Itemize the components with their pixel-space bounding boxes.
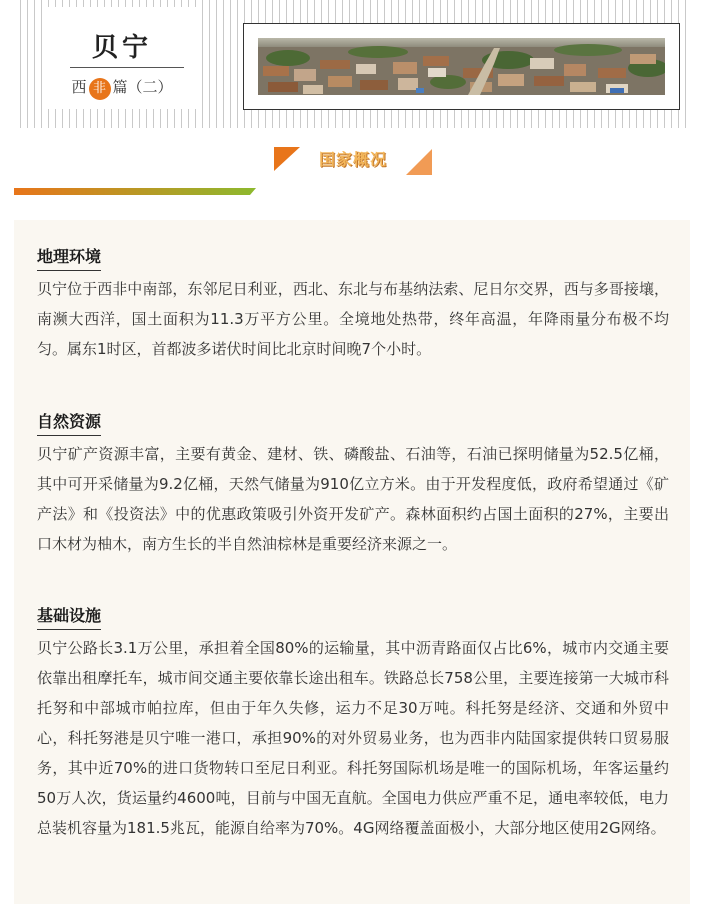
title-box: [44, 7, 200, 109]
content-card: [14, 220, 690, 904]
section-geography: [37, 245, 669, 364]
section-resources: [37, 410, 669, 559]
header-band: [14, 0, 687, 128]
section-body: 贝宁公路长3.1万公里，承担着全国80%的运输量，其中沥青路面仅占比6%，城市内交通主要依靠出租摩托车，城市间交通主要依靠长途出租车。铁路总长758公里，主要连接第一大城市科托努和中部城市帕拉库，但由于年久失修，运力不足30万吨。科托努是经济、交通和外贸中心，科托努港是贝宁唯一港口，承担90%的对外贸易业务，也为西非内陆国家提供转口贸易服务，其中近70%的进口货物转口至尼日利亚。科托努国际机场是唯一的国际机场，年客运量约50万人次，货运量约4600吨，目前与中国无直航。全国电力供应严重不足，通电率较低，电力总装机容量为181.5兆瓦，能源自给率为70%。4G网络覆盖面极小，大部分地区使用2G网络。: [37, 639, 669, 837]
subtitle-suffix: 篇（二）: [112, 78, 173, 96]
page-subtitle: [44, 76, 200, 100]
left-corner-icon: [274, 147, 302, 173]
subtitle-prefix: 西: [71, 78, 87, 96]
page-title: 贝宁: [91, 33, 152, 63]
section-heading: 自然资源: [37, 410, 101, 436]
right-corner-icon: [404, 147, 432, 175]
banner-label: 国家概况: [318, 150, 387, 169]
section-body: 贝宁位于西非中南部，东邻尼日利亚，西北、东北与布基纳法索、尼日尔交界，西与多哥接壤，南濒大西洋，国土面积为11.3万平方公里。全境地处热带，终年高温，年降雨量分布极不均匀。属东1时区，首都波多诺伏时间比北京时间晚7个小时。: [37, 280, 669, 358]
title-divider: [70, 67, 184, 68]
section-infrastructure: [37, 604, 669, 843]
section-banner: [274, 147, 432, 175]
city-rooftops-photo: [258, 38, 665, 95]
photo-frame: [243, 23, 680, 110]
subtitle-highlight-badge: 非: [89, 78, 111, 100]
section-heading: 基础设施: [37, 604, 101, 630]
section-heading: 地理环境: [37, 245, 101, 271]
gradient-divider: [14, 188, 256, 195]
section-body: 贝宁矿产资源丰富，主要有黄金、建材、铁、磷酸盐、石油等，石油已探明储量为52.5亿桶，其中可开采储量为9.2亿桶，天然气储量为910亿立方米。由于开发程度低，政府希望通过《矿产法》和《投资法》中的优惠政策吸引外资开发矿产。森林面积约占国土面积的27%，主要出口木材为柚木，南方生长的半自然油棕林是重要经济来源之一。: [37, 445, 669, 553]
